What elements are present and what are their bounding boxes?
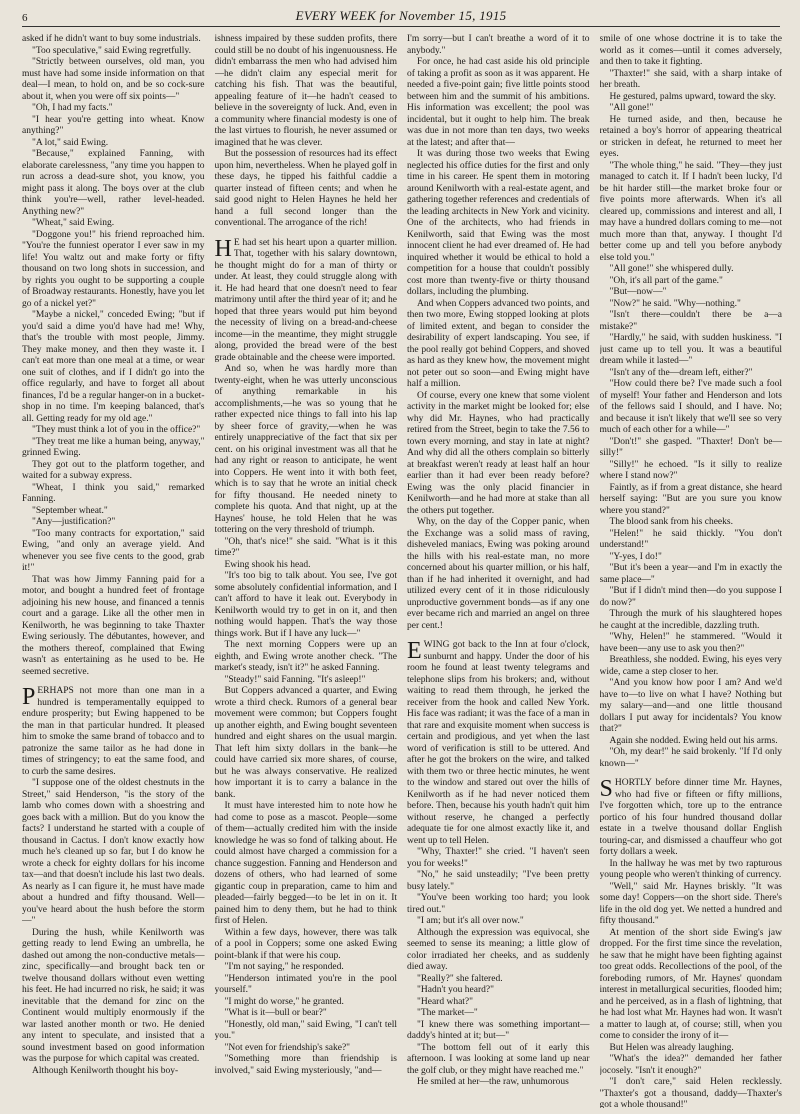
paragraph: "The whole thing," he said. "They—they just managed to catch it. If I hadn't been lucky, I'd be hit harder still—the market broke four or five points more afterwards. When it's all cleared up, commissions and interest and all, I may have a hundred dollars coming to me—not much more than that, anyway. I thought I'd better come up and tell you before anybody else told you."	[599, 160, 782, 263]
paragraph: "But—now—"	[609, 287, 667, 297]
column-2	[215, 34, 398, 1108]
paragraph: In the hallway he was met by two rapturous young people who weren't thinking of currency.	[599, 858, 782, 880]
paragraph: But the possession of resources had its effect upon him, nevertheless. When he played golf in these days, he tipped his faithful caddie a quarter instead of fifteen cents; and when he said good night to Helen Haynes he held her hand a full second longer than the conventional. The arrogance of the rich!	[214, 149, 397, 228]
paragraph: They got out to the platform together, and waited for a subway express.	[22, 459, 205, 481]
paragraph: Again she nodded. Ewing held out his arms.	[609, 735, 778, 746]
paragraph: He gestured, palms upward, toward the sky.	[609, 91, 776, 102]
paragraph	[600, 778, 783, 859]
paragraph: "All gone!" she whispered dully.	[609, 264, 734, 274]
paragraph: "Oh, that's nice!" she said. "What is it this time?"	[214, 536, 397, 558]
paragraph: "Isn't there—couldn't there be a—a mistake?"	[599, 310, 782, 332]
paragraph: smile of one whose doctrine it is to take the world as it comes—until it comes adversely, and then to take it fighting.	[599, 34, 782, 67]
paragraph: Although Kenilworth thought his boy-	[32, 1065, 179, 1076]
paragraph: "The market—"	[417, 1008, 478, 1018]
column-1	[22, 34, 205, 1108]
paragraph: "Maybe a nickel," conceded Ewing; "but if you'd said a dime you'd have had me! Why, that's the trouble with most people, Jimmy. They make money, and then they waste it. I can't eat more than one meal at a time, or wear one suit of clothes, and if I didn't go into the office regularly, and have to forget all about finances, I'd be a regular hanger-on in a bucket-shop in no time. I'm keeping balanced, that's all. Getting ready for my old age."	[22, 310, 205, 424]
paragraph: "I'm not saying," he responded.	[224, 962, 344, 972]
paragraph: "Too speculative," said Ewing regretfully.	[32, 45, 191, 56]
paragraph: "Not even for friendship's sake?"	[224, 1042, 351, 1053]
paragraph: asked if he didn't want to buy some industrials.	[22, 34, 201, 44]
paragraph: "I am; but it's all over now."	[417, 916, 524, 926]
paragraph: Ewing shook his head.	[224, 559, 311, 570]
paragraph: "Because," explained Fanning, with elaborate carelessness, "any time you happen to run across a dead-sure shot, you know, you might pass it along. The boys over at the club think you're—well, rather level-headed. Anything new?"	[22, 149, 205, 217]
paragraph-text: WING got back to the Inn at four o'clock, sunburnt and happy. Under the door of his room he found at least twenty telegrams and telephone slips from his brokers; and, without waiting to read them through, he jerked the receiver from the hook and called New York. His face was radiant; it was the face of a man in that rare and exquisite moment when success is certain and prodigious, and yet when the last word of verification is still to be uttered. And after he got the brokers on the wire, and talked with them two or three hectic minutes, he went to the window and stared out over the hills of Kenilworth as if he had never noticed them before. Then, because his youth hadn't quit him without reserve, he changed a perfectly adequate tie for one almost exactly like it, and went up to tell Helen.	[407, 640, 590, 846]
paragraph: Through the murk of his slaughtered hopes he caught at the incredible, dazzling truth.	[599, 609, 782, 631]
page-number: 6	[22, 12, 28, 24]
paragraph: But Helen was already laughing.	[609, 1042, 734, 1053]
paragraph: I'm sorry—but I can't breathe a word of it to anybody."	[407, 34, 590, 56]
paragraph: "I knew there was something important—daddy's hinted at it; but—"	[407, 1019, 590, 1041]
paragraph: "Honestly, old man," said Ewing, "I can't tell you."	[214, 1019, 397, 1041]
paragraph: During the hush, while Kenilworth was getting ready to lend Ewing an umbrella, he dashed out among the non-conductive metals—zinc, specifically—and brought back ten or twelve thousand dollars without even wetting his feet. He had incurred no risk, he said; it was inevitable that the demand for zinc on the Continent would multiply enormously if the war lasted another month or two. He denied any intent to speculate, and insisted that a sound investment based on good information was the purpose for which capital was created.	[22, 927, 205, 1064]
paragraph: "Don't!" she gasped. "Thaxter! Don't be—silly!"	[599, 436, 782, 458]
page-header	[22, 4, 780, 27]
paragraph: "But it's been a year—and I'm in exactly the same place—"	[599, 563, 782, 585]
paragraph: "Now?" he said. "Why—nothing."	[609, 298, 741, 309]
paragraph: "Oh, it's all part of the game."	[609, 275, 723, 286]
paragraph: "Wheat," said Ewing.	[32, 218, 115, 228]
paragraph: But Coppers advanced a quarter, and Ewing wrote a third check. Rumors of a general bear movement were common; but Coppers fought up another eighth, and Ewing bought seventeen hundred and eight shares on the usual margin. That left him sixty dollars in the bank—he could have carried six more shares, of course, but he was always conservative. He realized how important it is to carry a balance in the bank.	[214, 686, 397, 800]
paragraph: That was how Jimmy Fanning paid for a motor, and bought a hundred feet of frontage adjoining his new house, and financed a tennis court and a garage. Like all the other men in Kenilworth, he was beginning to take Thaxter Ewing seriously. The débutantes, however, and the mothers thereof, complained that Ewing wasn't as entertaining as he used to be. He seemed secretive.	[22, 574, 205, 677]
drop-cap: P	[22, 684, 36, 710]
paragraph: "I might do worse," he granted.	[224, 996, 344, 1007]
masthead: EVERY WEEK for November 15, 1915	[295, 8, 507, 23]
paragraph: "I suppose one of the oldest chestnuts in the Street," said Henderson, "is the story of the lamb who comes down with a shoestring and goes back with a million. But do you know the facts? I understand he started with a couple of thousand in Cactus. I don't know exactly how much he's cleaned up so far, but I do know he wrote a check for eighty dollars for his income tax—and that doesn't include his last two deals. As nearly as I can figure it, he must have made about a hundred and fifty thousand. Well—you've heard about the hush before the storm—"	[22, 778, 205, 926]
paragraph: At mention of the short side Ewing's jaw dropped. For the first time since the revelation, he saw that he might have been fighting against too great odds. Recollections of the pool, of the foreboding rumors, of Mr. Haynes' quondam interest in metallurgical securities, flooded him; and he perceived, as in a flash of lightning, that he had lost what Mr. Haynes had won. It wasn't a matter to laugh at, of course; still, when you come to consider the irony of it—	[599, 927, 782, 1041]
paragraph: "A lot," said Ewing.	[32, 137, 109, 148]
drop-cap: H	[214, 235, 232, 262]
paragraph-text: HORTLY before dinner time Mr. Haynes, who had five or fifteen or fifty millions, I've forgotten which, tore up to the entrance portico of his four hundred thousand dollar estate in a twelve thousand dollar English touring-car, and dismissed a chauffeur who got forty dollars a week.	[599, 778, 782, 857]
paragraph: The blood sank from his cheeks.	[609, 517, 733, 527]
paragraph: "Any—justification?"	[32, 517, 116, 527]
paragraph: Faintly, as if from a great distance, she heard herself saying: "But are you sure you know where you stand?"	[599, 482, 782, 516]
paragraph: "What is it—bull or bear?"	[224, 1008, 327, 1018]
paragraph	[407, 640, 590, 847]
paragraph: Why, on the day of the Copper panic, when the Exchange was a solid mass of raving, disheveled maniacs, Ewing was poking around the hills with his real-estate man, no more concerned about his quarter million, or his half, than if he had inherited it overnight, and had utilized every cent of it in those ridiculously unproductive government bonds—as if any one ever became rich and married an angel on three per cent.!	[407, 517, 590, 631]
paragraph: "I don't care," said Helen recklessly. "Thaxter's got a thousand, daddy—Thaxter's got a whole thousand!"	[599, 1077, 782, 1108]
paragraph: "It's too big to talk about. You see, I've got some absolutely confidential information, and I can't afford to have it leak out. Everybody in Kenilworth would try to get in on it, and then nothing would happen. That's the way those things work. But if I have any luck—"	[214, 571, 397, 639]
paragraph: "Isn't any of the—dream left, either?"	[609, 367, 753, 378]
paragraph: "The bottom fell out of it early this afternoon. I was looking at some land up near the golf club, or they might have reached me."	[407, 1042, 590, 1076]
paragraph: "All gone!"	[609, 103, 654, 113]
paragraph: "And you know how poor I am? And we'd have to—to live on what I have? Nothing but my salary—and—and one little thousand dollars I put away for incidentals? You know that?"	[599, 678, 782, 734]
paragraph: "Oh, I had my facts."	[32, 103, 113, 113]
paragraph: "Doggone you!" his friend reproached him. "You're the funniest operator I ever saw in my life! You waltz out and make forty or fifty thousand on two long shots in succession, and by rights you ought to be supporting a couple of Broadway restaurants. Honestly, have you let go of a nickel yet?"	[22, 229, 205, 309]
paragraph: "I hear you're getting into wheat. Know anything?"	[22, 114, 205, 136]
paragraph: The next morning Coppers were up an eighth, and Ewing wrote another check. "The market's steady, isn't it?" he asked Fanning.	[214, 640, 397, 673]
paragraph: "Helen!" he said thickly. "You don't understand!"	[599, 528, 782, 550]
paragraph: "Too many contracts for exportation," said Ewing, "and only an average yield. And whenever you see five cents to the good, grab it!"	[22, 528, 205, 573]
paragraph: "They must think a lot of you in the office?"	[32, 425, 201, 435]
paragraph: "Thaxter!" she said, with a sharp intake of her breath.	[599, 68, 782, 90]
paragraph: "You've been working too hard; you look tired out."	[407, 893, 590, 915]
paragraph: Although the expression was equivocal, she seemed to sense its meaning; a little glow of color irradiated her cheeks, and as suddenly died away.	[407, 927, 590, 972]
paragraph: "But if I didn't mind then—do you suppose I do now?"	[599, 586, 782, 608]
paragraph: "Heard what?"	[417, 996, 474, 1007]
paragraph: "Oh, my dear!" he said brokenly. "If I'd only known—"	[599, 747, 782, 769]
paragraph: "Silly!" he echoed. "Is it silly to realize where I stand now?"	[599, 459, 782, 481]
paragraph: "Y-yes, I do!"	[609, 551, 662, 562]
paragraph: "How could there be? I've made such a fool of myself! Your father and Henderson and lots of the fellows said I should, and I have. No; and because it isn't likely that we'll see so very much of each other for a while—"	[599, 379, 782, 435]
paragraph: "They treat me like a human being, anyway," grinned Ewing.	[22, 436, 205, 458]
paragraph: "Something more than friendship is involved," said Ewing mysteriously, "and—	[214, 1054, 397, 1076]
paragraph: Within a few days, however, there was talk of a pool in Coppers; some one asked Ewing point-blank if that were his coup.	[214, 927, 397, 961]
paragraph: "Well," said Mr. Haynes briskly. "It was some day! Coppers—on the short side. There's life in the old dog yet. We netted a hundred and fifty thousand."	[599, 881, 782, 926]
paragraph-text: E had set his heart upon a quarter million. That, together with his salary downtown, he thought might do for a man of thirty or under. At least, they could struggle along with it. He had heard that one doesn't need to fear matrimony until after the third year of it; and he hoped that three years would put him beyond the necessity of living on a bread-and-cheese income—in the meantime, they might struggle along, provided the bread were of the best grade obtainable and the cheese were imported.	[214, 237, 397, 363]
drop-cap: S	[599, 776, 613, 802]
paragraph: "Steady!" said Fanning. "It's asleep!"	[224, 674, 366, 685]
paragraph: "Why, Thaxter!" she cried. "I haven't seen you for weeks!"	[407, 847, 590, 869]
paragraph	[22, 686, 205, 778]
paragraph-text: ERHAPS not more than one man in a hundred is temperamentally equipped to endure prosperity; but Ewing happened to be the man in that particular hundred. It pleased him to smoke the same brand of tobacco and to patronize the same tailor as he had done in times of stringency; to eat the same food, and to curb the same desires.	[22, 686, 205, 777]
paragraph: "Henderson intimated you're in the pool yourself."	[214, 973, 397, 995]
paragraph: "Why, Helen!" he stammered. "Would it have been—any use to ask you then?"	[599, 632, 782, 654]
paragraph: "Strictly between ourselves, old man, you must have had some inside information on that deal—I mean, to hold on, and be so cock-sure about it, when you were off six points—"	[22, 57, 205, 102]
paragraph: "Wheat, I think you said," remarked Fanning.	[22, 482, 205, 504]
paragraph: "Hardly," he said, with sudden huskiness. "I just came up to tell you. It was a beautiful dream while it lasted—"	[599, 333, 782, 366]
paragraph: "No," he said unsteadily; "I've been pretty busy lately."	[407, 870, 590, 892]
paragraph: He turned aside, and then, because he retained a boy's horror of appearing theatrical or stricken in defeat, he returned to meet her eyes.	[599, 114, 782, 159]
drop-cap: E	[407, 638, 422, 664]
paragraph: Of course, every one knew that some violent activity in the market might be looked for; else why did Mr. Haynes, who had practically retired from the Street, begin to take the 7.56 to town every morning, and stay in late at night? And why did all the others complain so bitterly at breakfast weren't ready at least half an hour earlier than it had ever been ready before? Ewing was the only placid financier in Kenilworth—and he had more at stake than all the others put together.	[407, 390, 590, 516]
paragraph: "September wheat."	[32, 505, 108, 516]
paragraph	[214, 235, 398, 365]
paragraph: It must have interested him to note how he had come to pose as a mascot. People—some of them—actually credited him with the inside knowledge he was so fond of talking about. He could almost have charged a commission for a chance suggestion. Fanning and Henderson and dozens of others, who had learned of some gigantic coup in preparation, came to him and pleaded—fairly begged—to be let in on it. It pained him to deny them, but he had to think first of Helen.	[214, 801, 397, 926]
paragraph: Breathless, she nodded. Ewing, his eyes very wide, came a step closer to her.	[599, 655, 782, 677]
paragraph: And when Coppers advanced two points, and then two more, Ewing stopped looking at plots of limited extent, and began to consider the desirability of expert landscaping. You see, if the pool really got behind Coppers, and shoved as hard as they knew how, the movement might not peter out so soon—and Ewing might have half a million.	[407, 298, 590, 389]
column-3	[407, 34, 590, 1108]
paragraph: And so, when he was hardly more than twenty-eight, when he was utterly unconscious of anything remarkable in his accomplishments,—he was so young that he rather expected nice things to fall into his lap by sheer force of gravity,—when he was entirely unappreciative of the fact that six per cent. on his original investment was all that he had any right or reason to anticipate, he went into Coppers. He went into it with both feet, which is to say that he wrote an initial check for fifty thousand. He needed ninety to complete his quota. And that night, up at the Haynes' house, he told Helen that he was tottering on the very threshold of triumph.	[214, 364, 397, 535]
column-4	[600, 34, 783, 1108]
paragraph: "Hadn't you heard?"	[417, 985, 494, 995]
text-columns	[22, 34, 782, 1108]
paragraph: He smiled at her—the raw, unhumorous	[417, 1077, 569, 1087]
paragraph: It was during those two weeks that Ewing neglected his office duties for the first and only time in his career. He spent them in motoring around Kenilworth with a real-estate agent, and gathering together references and credentials of the leading architects in New York and vicinity. One of the architects, who had friends in Kenilworth, said that Ewing was the most innocent client he had ever dreamed of. He had inquired whether it would be ethical to hold a competition for a house that couldn't possibly cost more than twenty-five or thirty thousand dollars, including the plumbing.	[407, 149, 590, 297]
paragraph: For once, he had cast aside his old principle of taking a profit as soon as it was apparent. He needed a five-point gain; five little points stood between him and the summit of his ambitions. His information was excellent; the pool was incidental, but it ought to help him. The break was due in not more than ten days, two weeks at the latest; and after that—	[407, 57, 590, 148]
paragraph: "What's the idea?" demanded her father jocosely. "Isn't it enough?"	[599, 1054, 782, 1076]
paragraph: ishness impaired by these sudden profits, there could still be no doubt of his ingenuousness. He didn't embarrass the men who had advised him—he didn't claim any especial merit for catching his fish. That was the beautiful, appealing feature of it—he hadn't ceased to believe in the sovereignty of luck. And, even in a community where financial modesty is one of the last virtues to flourish, he never assumed or imagined that he was clever.	[214, 34, 397, 148]
paragraph: "Really?" she faltered.	[417, 973, 503, 984]
